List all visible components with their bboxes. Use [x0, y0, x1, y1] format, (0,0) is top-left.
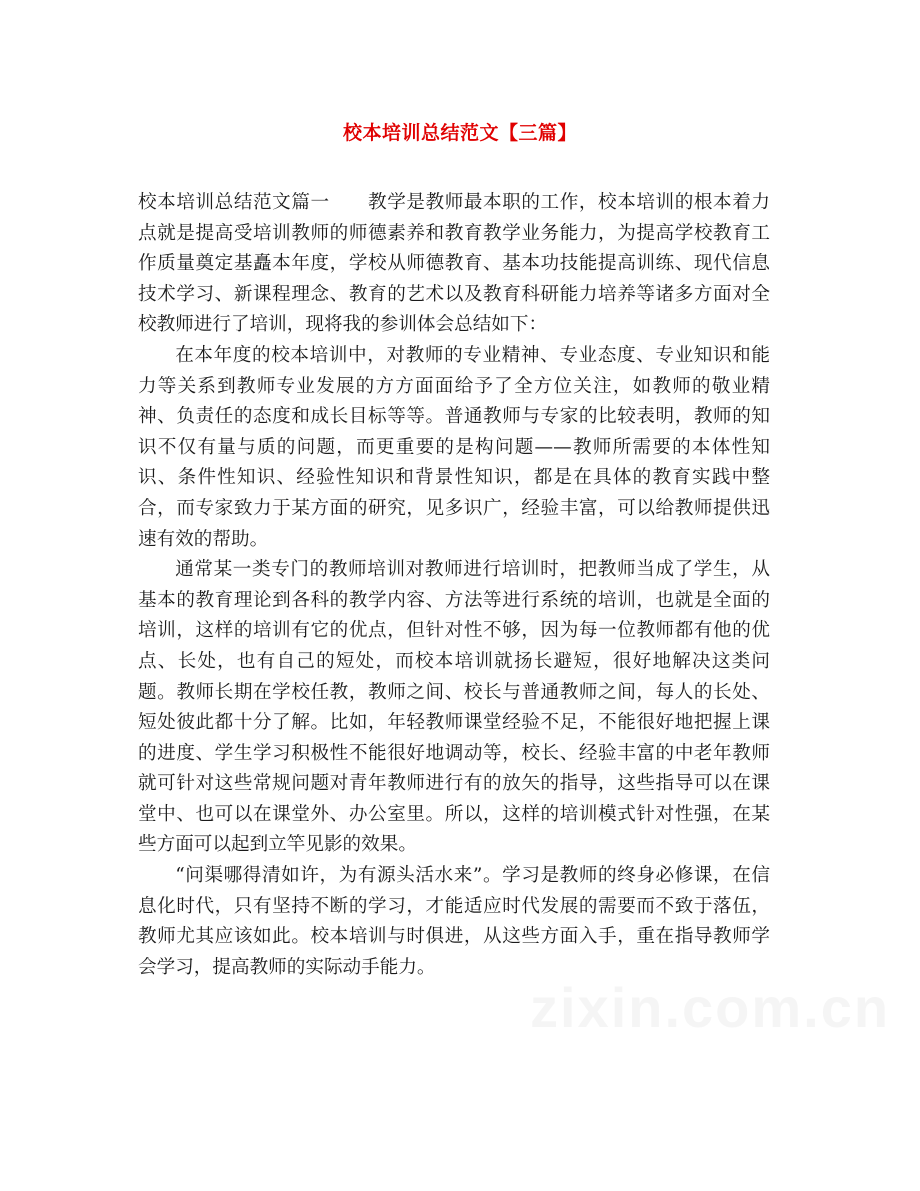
paragraph-3: 通常某一类专门的教师培训对教师进行培训时，把教师当成了学生，从基本的教育理论到各科的教学内容、方法等进行系统的培训，也就是全面的培训，这样的培训有它的优点，但针对性不够，因为每一位教师都有他的优点、长处，也有自己的短处，而校本培训就扬长避短，很好地解决这类问题。教师长期在学校任教，教师之间、校长与普通教师之间，每人的长处、短处彼此都十分了解。比如，年轻教师课堂经验不足，不能很好地把握上课的进度、学生学习积极性不能很好地调动等，校长、经验丰富的中老年教师就可针对这些常规问题对青年教师进行有的放矢的指导，这些指导可以在课堂中、也可以在课堂外、办公室里。所以，这样的培训模式针对性强，在某些方面可以起到立竿见影的效果。	[138, 559, 770, 856]
watermark: zixin.com.cn	[530, 976, 891, 1039]
paragraph-4: “问渠哪得清如许，为有源头活水来”。学习是教师的终身必修课，在信息化时代，只有坚持不断的学习，才能适应时代发展的需要而不致于落伍，教师尤其应该如此。校本培训与时俱进，从这些方面入手，重在指导教师学会学习，提高教师的实际动手能力。	[138, 865, 770, 978]
paragraph-1: 校本培训总结范文篇一 教学是教师最本职的工作，校本培训的根本着力点就是提高受培训教师的师德素养和教育教学业务能力，为提高学校教育工作质量奠定基矗本年度，学校从师德教育、基本功技能提高训练、现代信息技术学习、新课程理念、教育的艺术以及教育科研能力培养等诸多方面对全校教师进行了培训，现将我的参训体会总结如下：	[138, 192, 770, 336]
document-title: 校本培训总结范文【三篇】	[342, 122, 577, 144]
paragraph-2: 在本年度的校本培训中，对教师的专业精神、专业态度、专业知识和能力等关系到教师专业发展的方方面面给予了全方位关注，如教师的敬业精神、负责任的态度和成长目标等等。普通教师与专家的比较表明，教师的知识不仅有量与质的问题，而更重要的是构问题——教师所需要的本体性知识、条件性知识、经验性知识和背景性知识，都是在具体的教育实践中整合，而专家致力于某方面的研究，见多识广，经验丰富，可以给教师提供迅速有效的帮助。	[138, 344, 770, 550]
document-body	[138, 188, 770, 983]
